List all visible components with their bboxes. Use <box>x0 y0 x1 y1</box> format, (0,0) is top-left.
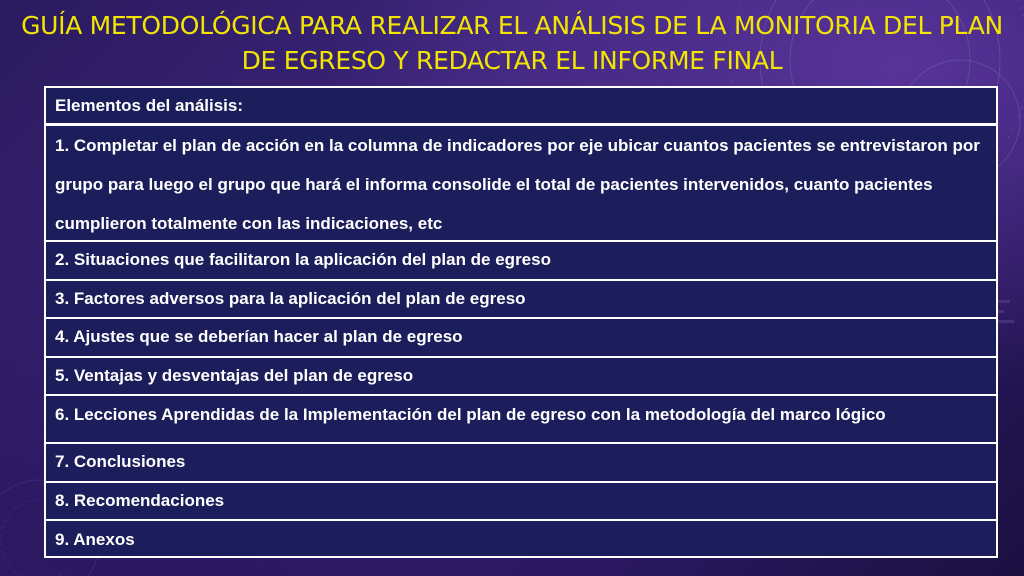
table-row: 9. Anexos <box>55 530 135 550</box>
table-row: 4. Ajustes que se deberían hacer al plan de egreso <box>46 319 996 358</box>
table-row: 7. Conclusiones <box>46 444 996 483</box>
table-row-text: 1. Completar el plan de acción en la columna de indicadores por eje ubicar cuantos pacientes se entrevistaron por grupo para luego el grupo que hará el informa consolide el total de pacientes intervenidos, cuanto pacientes cumplieron totalmente con las indicaciones, etc <box>55 136 980 233</box>
table-header: Elementos del análisis: <box>46 88 996 126</box>
table-row: 5. Ventajas y desventajas del plan de egreso <box>46 358 996 397</box>
table-row <box>46 126 996 242</box>
table-row: 2. Situaciones que facilitaron la aplicación del plan de egreso <box>46 242 996 281</box>
table-row: 3. Factores adversos para la aplicación del plan de egreso <box>46 281 996 320</box>
slide-title: GUÍA METODOLÓGICA PARA REALIZAR EL ANÁLISIS DE LA MONITORIA DEL PLAN DE EGRESO Y REDACTAR EL INFORME FINAL <box>21 11 1003 75</box>
table-row: 6. Lecciones Aprendidas de la Implementación del plan de egreso con la metodología del marco lógico <box>46 396 996 444</box>
analysis-elements-table <box>44 86 998 558</box>
table-row: 8. Recomendaciones <box>46 483 996 522</box>
